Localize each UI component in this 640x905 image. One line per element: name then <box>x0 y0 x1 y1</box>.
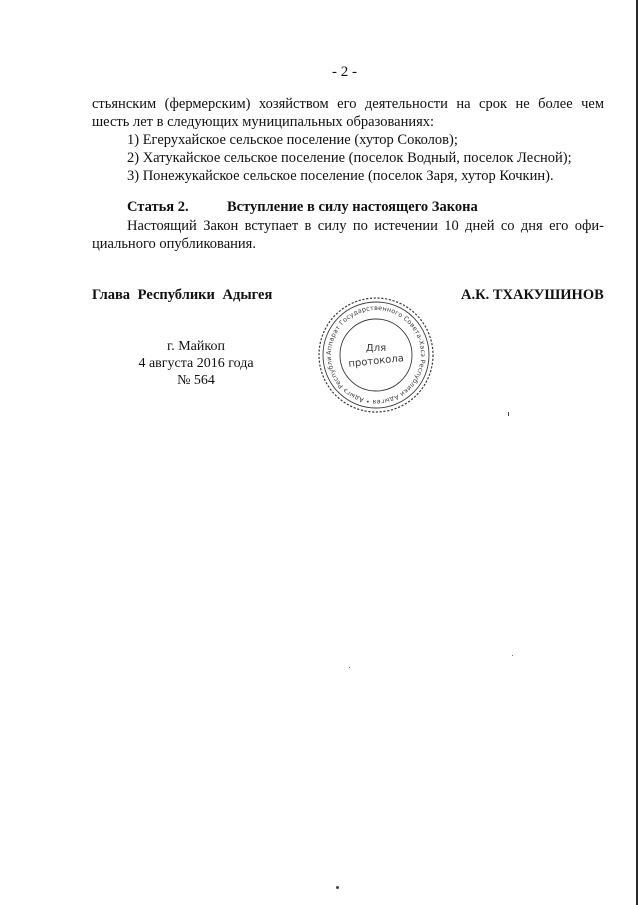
scan-speck <box>336 886 339 889</box>
article-number: Статья 2. <box>127 199 189 215</box>
document-number: № 564 <box>177 373 215 388</box>
document-date: 4 августа 2016 года <box>138 356 254 371</box>
official-stamp-icon <box>316 295 436 415</box>
article-text-line-2: циального опубликования. <box>92 236 256 252</box>
signature-position: Глава Республики Адыгея <box>92 287 273 303</box>
scan-speck <box>512 655 513 656</box>
article-text-line-1: Настоящий Закон вступает в силу по истечении 10 дней со дня его офи- <box>127 218 604 234</box>
place-city: г. Майкоп <box>167 339 225 354</box>
continuation-line-2: шесть лет в следующих муниципальных образованиях: <box>92 114 435 130</box>
list-item-1: 1) Егерухайское сельское поселение (хутор Соколов); <box>127 132 458 148</box>
signature-name: А.К. ТХАКУШИНОВ <box>461 287 604 303</box>
list-item-2: 2) Хатукайское сельское поселение (поселок Водный, поселок Лесной); <box>127 150 572 166</box>
list-item-3: 3) Понежукайское сельское поселение (поселок Заря, хутор Кочкин). <box>127 168 554 184</box>
scan-speck <box>349 667 350 668</box>
scan-speck <box>508 412 509 416</box>
article-heading <box>127 199 478 216</box>
stamp-center-line-2: протокола <box>347 353 405 370</box>
continuation-line-1: стьянским (фермерским) хозяйством его деятельности на срок не более чем <box>92 96 604 112</box>
stamp-ring-text: Аппарат Государственного Совета-Хасэ Республики Адыгея • Адыгэ Республи <box>324 303 428 407</box>
page-number: - 2 - <box>332 64 357 80</box>
stamp-center-line-1: Для <box>365 343 387 354</box>
article-title: Вступление в силу настоящего Закона <box>227 199 478 215</box>
place-date-block <box>116 338 276 389</box>
scan-edge <box>636 0 638 905</box>
